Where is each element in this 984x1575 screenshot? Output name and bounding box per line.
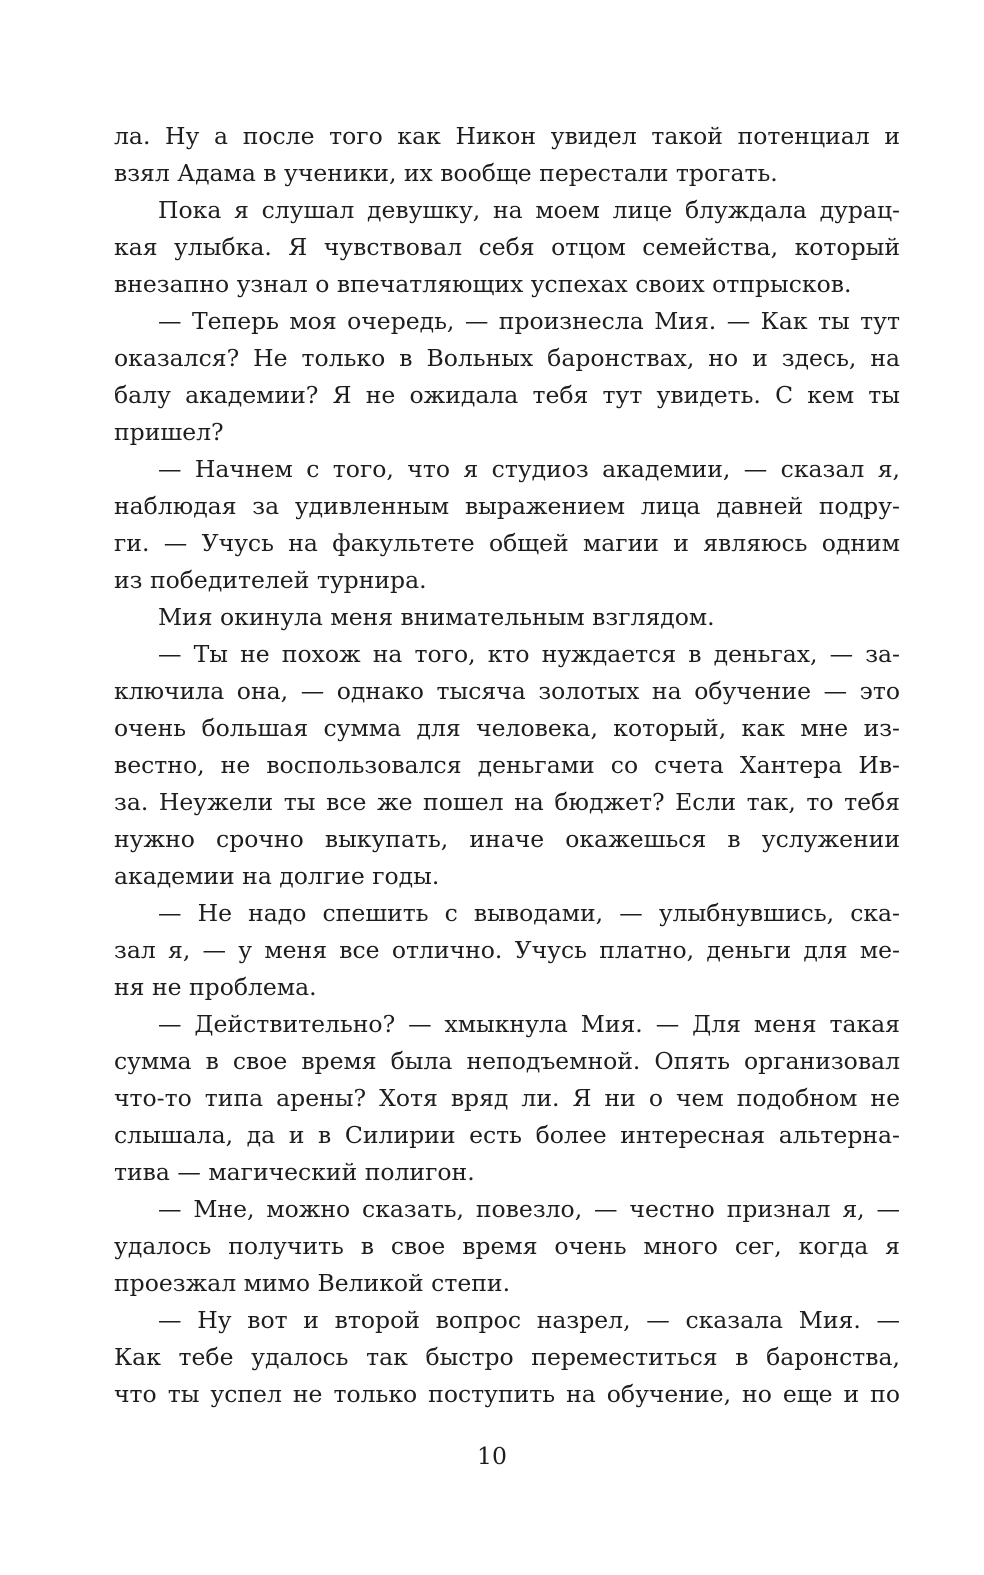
- text-line: ключила она, — однако тысяча золотых на обучение — это: [114, 677, 900, 705]
- text-line: удалось получить в свое время очень много сег, когда я: [114, 1232, 900, 1260]
- text-line: пришел?: [114, 418, 224, 446]
- text-line: наблюдая за удивленным выражением лица давней подру-: [114, 492, 900, 520]
- text-line: — Начнем с того, что я студиоз академии, — сказал я,: [158, 455, 900, 483]
- text-line: — Теперь моя очередь, — произнесла Мия. — Как ты тут: [158, 307, 900, 335]
- text-line: что ты успел не только поступить на обучение, но еще и по: [114, 1380, 900, 1408]
- text-line: Пока я слушал девушку, на моем лице блуждала дурац-: [158, 196, 900, 224]
- text-line: из победителей турнира.: [114, 566, 427, 594]
- text-line: кая улыбка. Я чувствовал себя отцом семейства, который: [114, 233, 900, 261]
- text-line: проезжал мимо Великой степи.: [114, 1269, 511, 1297]
- text-line: за. Неужели ты все же пошел на бюджет? Если так, то тебя: [114, 788, 900, 816]
- text-line: — Мне, можно сказать, повезло, — честно признал я, —: [158, 1195, 900, 1223]
- text-line: вестно, не воспользовался деньгами со счета Хантера Ив-: [114, 751, 900, 779]
- text-line: что-то типа арены? Хотя вряд ли. Я ни о чем подобном не: [114, 1084, 900, 1112]
- text-line: — Не надо спешить с выводами, — улыбнувшись, ска-: [158, 899, 900, 927]
- text-line: ня не проблема.: [114, 973, 317, 1001]
- text-line: слышала, да и в Силирии есть более интересная альтерна-: [114, 1121, 900, 1149]
- text-line: внезапно узнал о впечатляющих успехах своих отпрысков.: [114, 270, 852, 298]
- text-line: — Действительно? — хмыкнула Мия. — Для меня такая: [158, 1010, 900, 1038]
- text-line: взял Адама в ученики, их вообще перестали трогать.: [114, 159, 778, 187]
- text-line: ги. — Учусь на факультете общей магии и являюсь одним: [114, 529, 900, 557]
- text-line: — Ну вот и второй вопрос назрел, — сказала Мия. —: [158, 1306, 900, 1334]
- page-number: 10: [477, 1442, 507, 1470]
- text-line: ла. Ну а после того как Никон увидел такой потенциал и: [114, 122, 900, 150]
- text-line: Мия окинула меня внимательным взглядом.: [158, 603, 715, 631]
- text-line: нужно срочно выкупать, иначе окажешься в услужении: [114, 825, 900, 853]
- text-line: сумма в свое время была неподъемной. Опять организовал: [114, 1047, 900, 1075]
- text-line: — Ты не похож на того, кто нуждается в деньгах, — за-: [158, 640, 900, 668]
- text-line: очень большая сумма для человека, который, как мне из-: [114, 714, 900, 742]
- text-line: академии на долгие годы.: [114, 862, 440, 890]
- text-line: балу академии? Я не ожидала тебя тут увидеть. С кем ты: [114, 381, 900, 409]
- text-line: оказался? Не только в Вольных баронствах, но и здесь, на: [114, 344, 900, 372]
- page-body: [114, 118, 900, 1413]
- text-line: Как тебе удалось так быстро переместиться в баронства,: [114, 1343, 900, 1371]
- text-line: зал я, — у меня все отлично. Учусь платно, деньги для ме-: [114, 936, 900, 964]
- text-line: тива — магический полигон.: [114, 1158, 475, 1186]
